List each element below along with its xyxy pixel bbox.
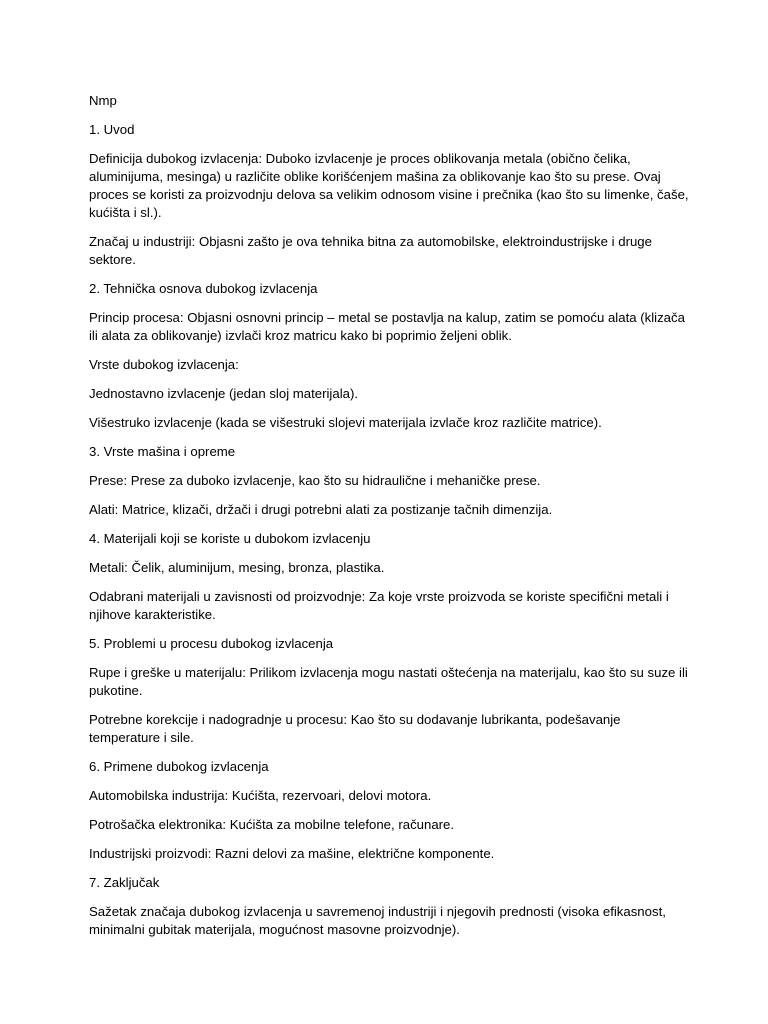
paragraph-definicija: Definicija dubokog izvlacenja: Duboko izvlacenje je proces oblikovanja metala (obično čelika, aluminijuma, mesinga) u različite oblike korišćenjem mašina za oblikovanje kao što su prese. Ovaj proces se koristi za proizvodnju delova sa velikim odnosom visine i prečnika (kao što su limenke, čaše, kućišta i sl.). <box>89 151 689 220</box>
paragraph-prese: Prese: Prese za duboko izvlacenje, kao što su hidraulične i mehaničke prese. <box>89 473 541 488</box>
paragraph-visestruko: Višestruko izvlacenje (kada se višestruki slojevi materijala izvlače kroz različite matrice). <box>89 415 602 430</box>
paragraph-rupe: Rupe i greške u materijalu: Prilikom izvlacenja mogu nastati oštećenja na materijalu, kao što su suze ili pukotine. <box>89 665 688 698</box>
section-heading-masine: 3. Vrste mašina i opreme <box>89 444 236 459</box>
section-heading-primene: 6. Primene dubokog izvlacenja <box>89 759 269 774</box>
paragraph-alati: Alati: Matrice, klizači, držači i drugi potrebni alati za postizanje tačnih dimenzija. <box>89 502 553 517</box>
paragraph-automobilska: Automobilska industrija: Kućišta, rezervoari, delovi motora. <box>89 788 432 803</box>
paragraph-elektronika: Potrošačka elektronika: Kućišta za mobilne telefone, računare. <box>89 817 455 832</box>
section-heading-tehnicka-osnova: 2. Tehnička osnova dubokog izvlacenja <box>89 281 318 296</box>
document-page <box>89 92 689 950</box>
paragraph-korekcije: Potrebne korekcije i nadogradnje u procesu: Kao što su dodavanje lubrikanta, podešavanje temperature i sile. <box>89 712 621 745</box>
paragraph-princip: Princip procesa: Objasni osnovni princip – metal se postavlja na kalup, zatim se pomoću alata (klizača ili alata za oblikovanje) izvlači kroz matricu kako bi poprimio željeni oblik. <box>89 310 685 343</box>
paragraph-jednostavno: Jednostavno izvlacenje (jedan sloj materijala). <box>89 386 359 401</box>
paragraph-vrste: Vrste dubokog izvlacenja: <box>89 357 239 372</box>
paragraph-industrijski: Industrijski proizvodi: Razni delovi za mašine, električne komponente. <box>89 846 495 861</box>
document-title: Nmp <box>89 93 117 108</box>
section-heading-uvod: 1. Uvod <box>89 122 135 137</box>
paragraph-znacaj: Značaj u industriji: Objasni zašto je ova tehnika bitna za automobilske, elektroindustrijske i druge sektore. <box>89 234 652 267</box>
section-heading-materijali: 4. Materijali koji se koriste u dubokom izvlacenju <box>89 531 371 546</box>
paragraph-sazetak: Sažetak značaja dubokog izvlacenja u savremenoj industriji i njegovih prednosti (visoka efikasnost, minimalni gubitak materijala, mogućnost masovne proizvodnje). <box>89 904 666 937</box>
paragraph-metali: Metali: Čelik, aluminijum, mesing, bronza, plastika. <box>89 560 385 575</box>
section-heading-zakljucak: 7. Zaključak <box>89 875 160 890</box>
paragraph-odabrani: Odabrani materijali u zavisnosti od proizvodnje: Za koje vrste proizvoda se koriste specifični metali i njihove karakteristike. <box>89 589 669 622</box>
section-heading-problemi: 5. Problemi u procesu dubokog izvlacenja <box>89 636 334 651</box>
